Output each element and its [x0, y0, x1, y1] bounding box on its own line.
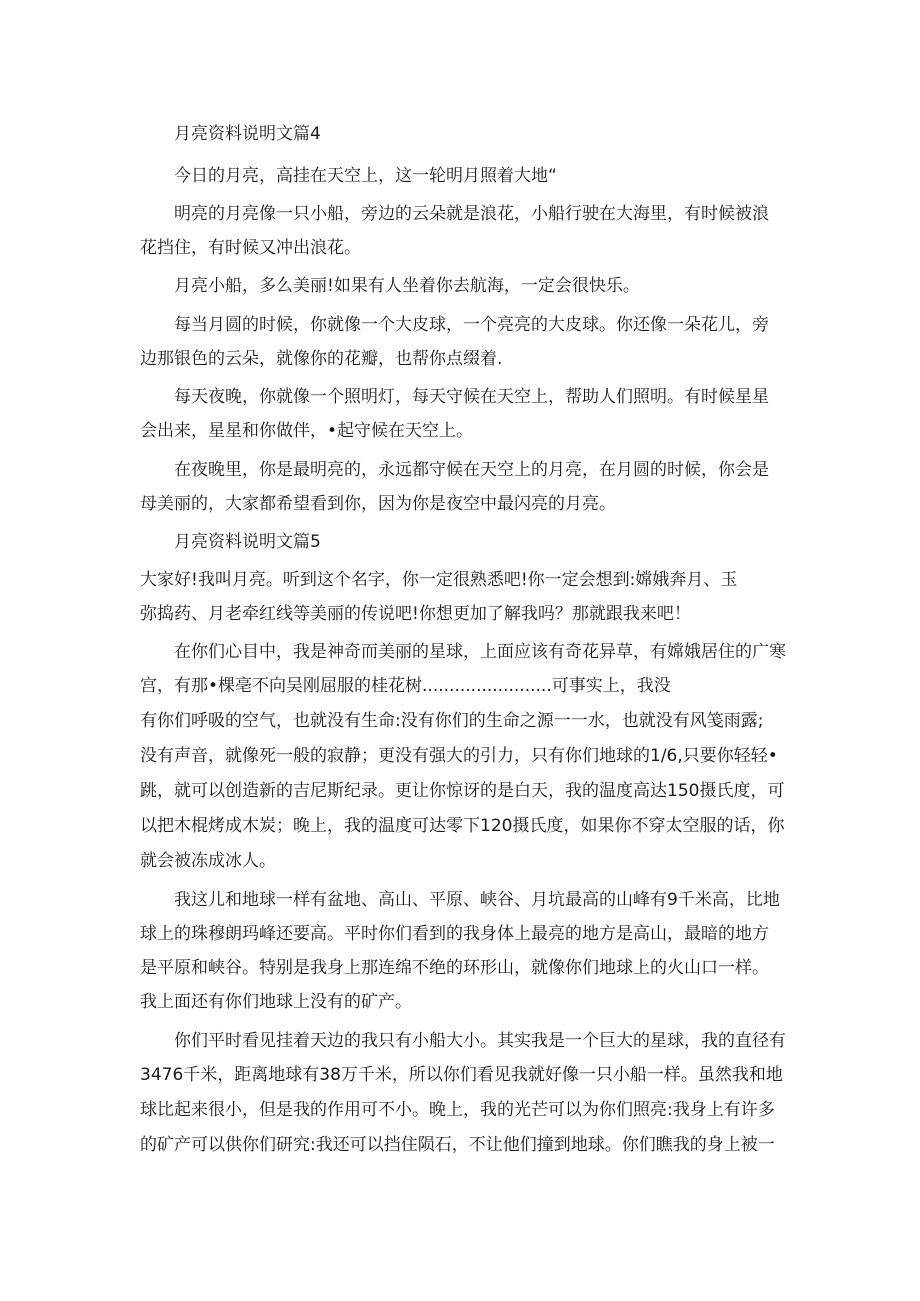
text-line: 有你们呼吸的空气，也就没有生命:没有你们的生命之源一一水，也就没有风笺雨露;	[140, 711, 764, 731]
text-line: 的矿产可以供你们研究:我还可以挡住陨石，不让他们撞到地球。你们瞧我的身上被一	[140, 1135, 775, 1155]
text-line: 花挡住，有时候又冲出浪花。	[140, 238, 361, 258]
text-line: 跳，就可以创造新的吉尼斯纪录。更让你惊讶的是白天，我的温度高达150摄氏度，可	[140, 781, 785, 801]
text-line: 在夜晚里，你是最明亮的，永远都守候在天空上的月亮，在月圆的时候，你会是	[174, 460, 769, 480]
text-line: 每当月圆的时候，你就像一个大皮球，一个亮亮的大皮球。你还像一朵花儿，旁	[174, 315, 769, 335]
text-line: 弥捣药、月老牵红线等美丽的传说吧!你想更加了解我吗？那就跟我来吧！	[140, 604, 691, 624]
text-line: 我这儿和地球一样有盆地、高山、平原、峡谷、月坑最高的山峰有9千米高，比地	[174, 890, 780, 910]
text-line: 球上的珠穆朗玛峰还要高。平时你们看到的我身体上最亮的地方是高山，最暗的地方	[140, 924, 769, 944]
text-line: 月亮小船，多么美丽!如果有人坐着你去航海，一定会很快乐。	[174, 276, 640, 296]
text-line: 以把木棍烤成木炭；晚上，我的温度可达零下120摄氏度，如果你不穿太空服的话，你	[140, 816, 785, 836]
text-line: 宫，有那•棵亳不向吴刚屈服的桂花树........................可事实上，我没	[140, 676, 671, 696]
text-line: 在你们心目中，我是神奇而美丽的星球，上面应该有奇花异草，有嫦娥居住的广寒	[174, 642, 786, 662]
text-line: 就会被冻成冰人。	[140, 851, 276, 871]
text-line: 每天夜晚，你就像一个照明灯，每天守候在天空上，帮助人们照明。有时候星星	[174, 387, 769, 407]
text-line: 母美丽的，大家都希望看到你，因为你是夜空中最闪亮的月亮。	[140, 494, 616, 514]
text-line: 你们平时看见挂着天边的我只有小船大小。其实我是一个巨大的星球，我的直径有	[174, 1031, 786, 1051]
text-line: 会出来，星星和你做伴，•起守候在天空上。	[140, 421, 474, 441]
text-line: 边那银色的云朵，就像你的花瓣，也帮你点缀着.	[140, 349, 503, 369]
text-line: 我上面还有你们地球上没有的矿产。	[140, 992, 412, 1012]
text-line: 球比起来很小，但是我的作用可不小。晚上，我的光芒可以为你们照亮:我身上有许多	[140, 1100, 775, 1120]
text-line: 3476千米，距离地球有38万千米，所以你们看见我就好像一只小船一样。虽然我和地	[140, 1065, 783, 1085]
text-line: 明亮的月亮像一只小船，旁边的云朵就是浪花，小船行驶在大海里，有时候被浪	[174, 204, 769, 224]
section-heading: 月亮资料说明文篇5	[174, 532, 321, 552]
text-line: 今日的月亮，高挂在天空上，这一轮明月照着大地“	[174, 166, 557, 186]
section-heading: 月亮资料说明文篇4	[174, 124, 321, 144]
text-line: 大家好!我叫月亮。听到这个名字，你一定很熟悉吧!你一定会想到:嫦娥奔月、玉	[140, 570, 738, 590]
text-line: 是平原和峡谷。特别是我身上那连绵不绝的环形山，就像你们地球上的火山口一样。	[140, 958, 769, 978]
text-line: 没有声音，就像死一般的寂静；更没有强大的引力，只有你们地球的1/6,只要你轻轻•	[140, 746, 778, 766]
